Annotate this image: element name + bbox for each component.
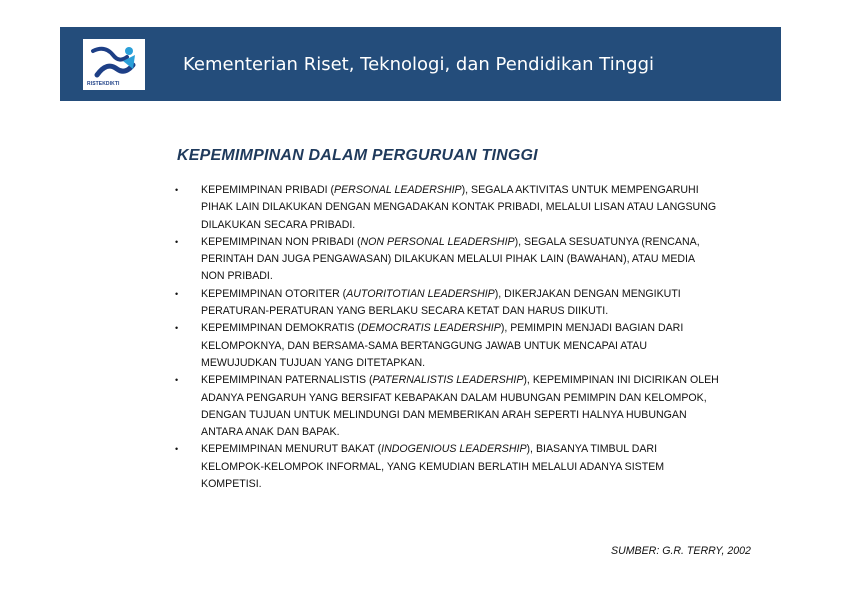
bullet-term: INDOGENIOUS LEADERSHIP [381, 443, 527, 456]
bullet-term: NON PERSONAL LEADERSHIP [360, 235, 515, 248]
bullet-lead: KEPEMIMPINAN OTORITER ( [201, 287, 347, 300]
bullet-term: PERSONAL LEADERSHIP [334, 184, 462, 196]
ministry-title: Kementerian Riset, Teknologi, dan Pendidikan Tinggi [183, 54, 654, 75]
page-title: KEPEMIMPINAN DALAM PERGURUAN TINGGI [177, 147, 538, 164]
bullet-term: AUTORITOTIAN LEADERSHIP [346, 287, 495, 300]
bullet-icon: • [175, 375, 179, 386]
bullet-term: PATERNALISTIS LEADERSHIP [372, 374, 524, 387]
bullet-lead: KEPEMIMPINAN MENURUT BAKAT ( [201, 443, 382, 456]
ristekdikti-logo [83, 39, 145, 90]
bullet-icon: • [175, 185, 179, 195]
logo-text: RISTEKDIKTI [87, 81, 120, 87]
bullet-icon: • [175, 288, 179, 299]
list-item [175, 372, 720, 441]
bullet-text [201, 322, 683, 369]
bullet-term: DEMOCRATIS LEADERSHIP [360, 322, 501, 335]
list-item [175, 234, 720, 286]
bullet-icon: • [175, 323, 179, 334]
header-bar [60, 27, 781, 101]
bullet-lead: KEPEMIMPINAN DEMOKRATIS ( [201, 322, 361, 335]
bullet-text [201, 374, 719, 438]
bullet-lead: KEPEMIMPINAN PATERNALISTIS ( [201, 374, 373, 387]
bullet-description: ), PEMIMPIN MENJADI BAGIAN DARI KELOMPOKNYA, DAN BERSAMA-SAMA BERTANGGUNG JAWAB UNTUK MENCAPAI ATAU MEWUJUDKAN TUJUAN YANG DITETAPKAN. [201, 322, 684, 369]
source-citation: SUMBER: G.R. TERRY, 2002 [611, 545, 751, 557]
bullet-description: ), BIASANYA TIMBUL DARI KELOMPOK-KELOMPOK INFORMAL, YANG KEMUDIAN BERLATIH MELALUI ADANYA SISTEM KOMPETISI. [201, 443, 665, 491]
bullet-description: ), DIKERJAKAN DENGAN MENGIKUTI PERATURAN-PERATURAN YANG BERLAKU SECARA KETAT DAN HARUS DIIKUTI. [201, 287, 681, 318]
bullet-lead: KEPEMIMPINAN NON PRIBADI ( [201, 235, 361, 248]
bullet-description: ), SEGALA SESUATUNYA (RENCANA, PERINTAH DAN JUGA PENGAWASAN) DILAKUKAN MELALUI PIHAK LAIN (BAWAHAN), ATAU MEDIA NON PRIBADI. [201, 235, 700, 283]
bullet-description: ), SEGALA AKTIVITAS UNTUK MEMPENGARUHI PIHAK LAIN DILAKUKAN DENGAN MENGADAKAN KONTAK PRIBADI, MELALUI LISAN ATAU LANGSUNG DILAKUKAN SECARA PRIBADI. [201, 184, 717, 231]
bullet-list [175, 182, 720, 493]
list-item [175, 320, 720, 372]
bullet-text [201, 236, 700, 283]
list-item [175, 286, 720, 321]
list-item [175, 441, 720, 493]
bullet-icon: • [175, 444, 179, 455]
bullet-icon: • [175, 236, 179, 247]
bullet-text [201, 443, 664, 490]
bullet-text [201, 288, 681, 317]
bullet-description: ), KEPEMIMPINAN INI DICIRIKAN OLEH ADANYA PENGARUH YANG BERSIFAT KEBAPAKAN DALAM HUBUNGAN PEMIMPIN DAN KELOMPOK, DENGAN TUJUAN UNTUK MELINDUNGI DAN MEMBERIKAN ARAH SEPERTI HALNYA HUBUNGAN ANTARA ANAK DAN BAPAK. [201, 374, 719, 439]
bullet-text [201, 184, 716, 231]
list-item [175, 182, 720, 234]
bullet-lead: KEPEMIMPINAN PRIBADI ( [201, 184, 335, 196]
